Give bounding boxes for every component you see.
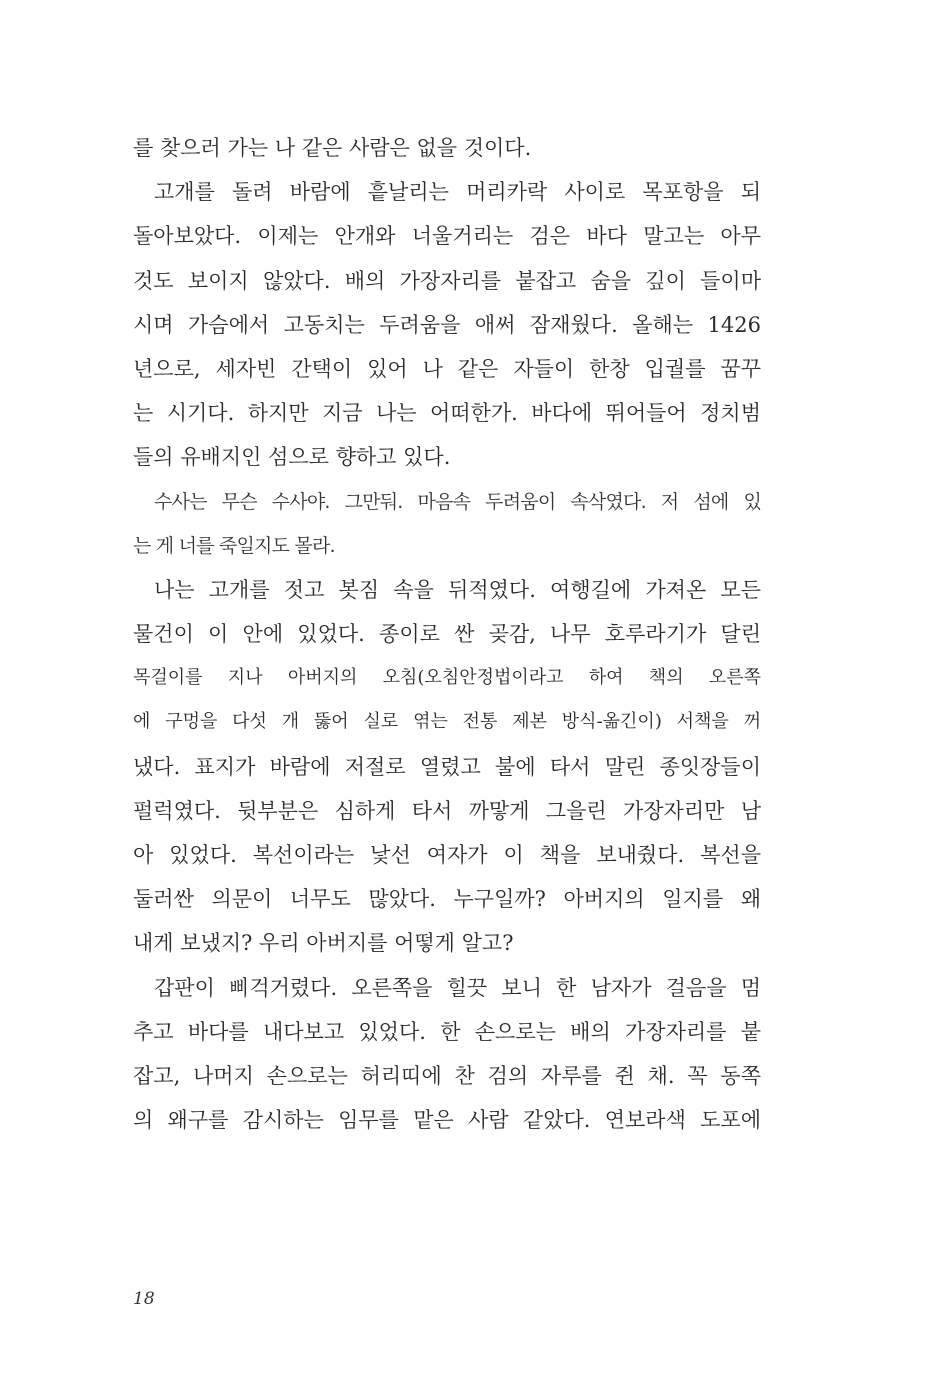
text-line: 펄럭였다. 뒷부분은 심하게 타서 까맣게 그을린 가장자리만 남 [133,798,761,823]
inner-thought-line: 는 게 너를 죽일지도 몰라. [133,534,335,557]
text-line: 내게 보냈지? 우리 아버지를 어떻게 알고? [133,931,514,956]
text-line: 냈다. 표지가 바람에 저절로 열렸고 불에 타서 말린 종잇장들이 [133,754,761,779]
translator-note-line: 에 구멍을 다섯 개 뚫어 실로 엮는 전통 제본 방식-옮긴이) 서책을 꺼 [133,711,761,733]
text-line: 고개를 돌려 바람에 흩날리는 머리카락 사이로 목포항을 되 [154,180,761,205]
text-line: 아 있었다. 복선이라는 낯선 여자가 이 책을 보내줬다. 복선을 [133,843,761,867]
text-line: 나는 고개를 젓고 봇짐 속을 뒤적였다. 여행길에 가져온 모든 [154,577,761,602]
body-text [133,126,761,1142]
text-line: 물건이 이 안에 있었다. 종이로 싼 곶감, 나무 호루라기가 달린 [133,622,761,647]
translator-note-line: 목걸이를 지나 아버지의 오침(오침안정법이라고 하여 책의 오른쪽 [133,667,761,689]
text-line: 를 찾으러 가는 나 같은 사람은 없을 것이다. [133,136,532,160]
text-line: 년으로, 세자빈 간택이 있어 나 같은 자들이 한창 입궐를 꿈꾸 [133,356,761,381]
text-line: 추고 바다를 내다보고 있었다. 한 손으로는 배의 가장자리를 붙 [133,1019,761,1044]
text-line: 는 시기다. 하지만 지금 나는 어떠한가. 바다에 뛰어들어 정치범 [133,401,761,426]
text-line: 갑판이 삐걱거렸다. 오른쪽을 힐끗 보니 한 남자가 걸음을 멈 [154,975,761,1000]
text-line: 돌아보았다. 이제는 안개와 너울거리는 검은 바다 말고는 아무 [133,224,761,249]
text-line: 시며 가슴에서 고동치는 두려움을 애써 잠재웠다. 올해는 1426 [133,312,761,337]
text-line: 잡고, 나머지 손으로는 허리띠에 찬 검의 자루를 쥔 채. 꼭 동쪽 [133,1063,761,1088]
inner-thought-line: 수사는 무슨 수사야. 그만둬. 마음속 두려움이 속삭였다. 저 섬에 있 [154,490,761,513]
page-number: 18 [133,1289,155,1309]
text-line: 것도 보이지 않았다. 배의 가장자리를 붙잡고 숨을 깊이 들이마 [133,268,761,293]
text-line: 들의 유배지인 섬으로 향하고 있다. [133,445,451,470]
text-line: 의 왜구를 감시하는 임무를 맡은 사람 같았다. 연보라색 도포에 [133,1108,761,1133]
text-line: 둘러싼 의문이 너무도 많았다. 누구일까? 아버지의 일지를 왜 [133,887,761,912]
